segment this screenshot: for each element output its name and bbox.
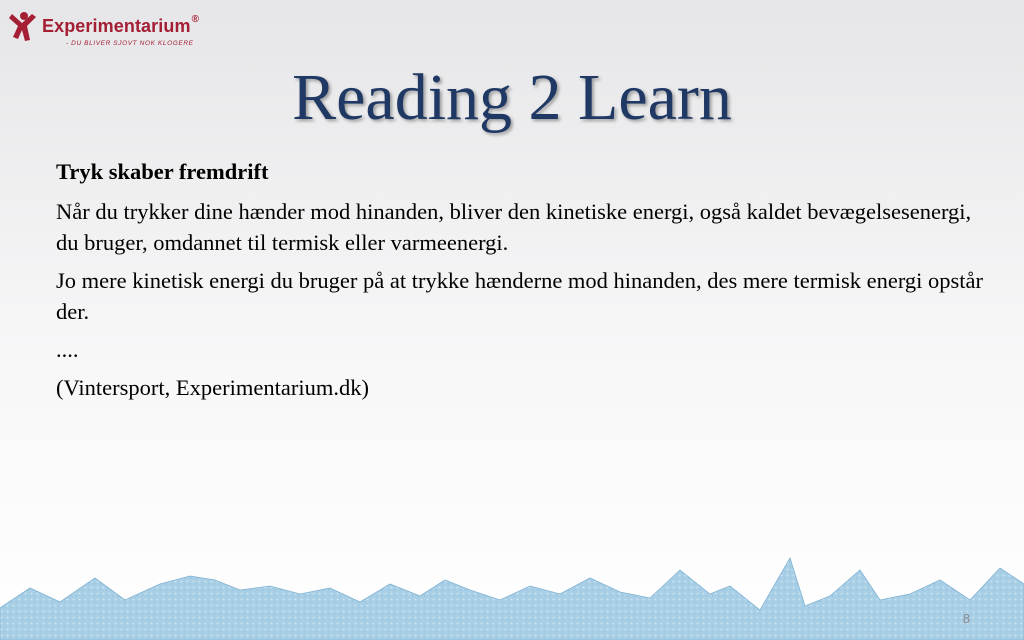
source-citation: (Vintersport, Experimentarium.dk): [56, 375, 369, 400]
body-paragraph: Jo mere kinetisk energi du bruger på at trykke hænderne mod hinanden, des mere termisk energi opstår der.: [56, 268, 984, 324]
mountain-decoration: [0, 550, 1024, 640]
slide-title: Reading 2 Learn: [292, 61, 732, 134]
experimentarium-logo: [8, 8, 238, 54]
slide-body: [56, 156, 986, 410]
body-paragraph: Når du trykker dine hænder mod hinanden, bliver den kinetiske energi, også kaldet bevægelsesenergi, du bruger, omdannet til termisk eller varmeenergi.: [56, 199, 972, 255]
page-number: 8: [962, 611, 970, 626]
registered-mark: ®: [191, 14, 200, 25]
logo-name: Experimentarium®: [42, 14, 200, 36]
ellipsis-text: ....: [56, 337, 79, 362]
body-heading: Tryk skaber fremdrift: [56, 159, 269, 184]
logo-tagline: - DU BLIVER SJOVT NOK KLOGERE: [66, 40, 194, 47]
